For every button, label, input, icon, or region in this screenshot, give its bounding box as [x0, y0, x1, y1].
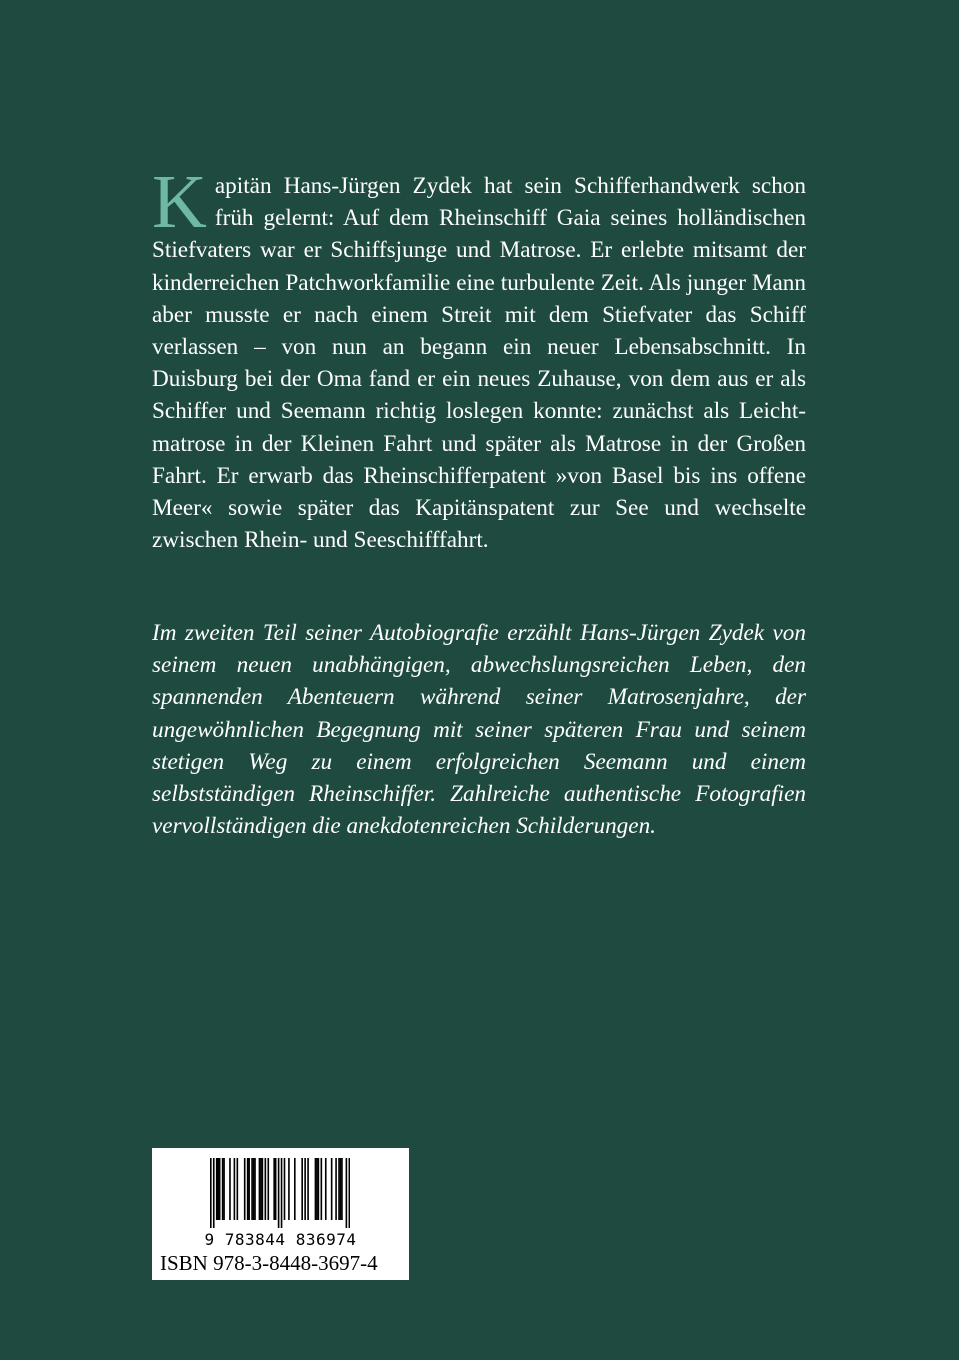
barcode-bar	[349, 1158, 350, 1228]
barcode-bar	[262, 1158, 264, 1220]
barcode-bar	[338, 1158, 340, 1220]
barcode-bar	[346, 1158, 348, 1228]
barcode-bar	[301, 1158, 303, 1220]
barcode-bar	[273, 1158, 275, 1220]
barcode-bar	[284, 1158, 286, 1220]
barcode-bar	[229, 1158, 231, 1220]
barcode-bar	[248, 1158, 250, 1220]
barcode-bar	[265, 1158, 267, 1220]
barcode-bar	[281, 1158, 283, 1228]
barcode-bar	[260, 1158, 262, 1220]
barcode-bar	[234, 1158, 236, 1220]
barcode-bar	[217, 1158, 219, 1220]
barcode-bar	[254, 1158, 256, 1220]
barcode-digits: 9 783844 836974	[204, 1230, 357, 1249]
barcode-bar	[275, 1158, 277, 1220]
barcode-bar	[251, 1158, 253, 1220]
barcode-bar	[318, 1158, 320, 1220]
barcode-bar	[307, 1158, 309, 1220]
barcode-bar	[315, 1158, 317, 1220]
blurb-text: apitän Hans-Jürgen Zydek hat sein Schifferhandwerk schon früh gelernt: Auf dem Rheinschiff Gaia seines holländischen Stiefvaters war er Schiffsjunge und Matrose. Er erlebte mitsamt der kinderreichen Patchworkfamilie eine turbulente Zeit. Als junger Mann aber musste er nach einem Streit mit dem Stiefvater das Schiff verlassen – von nun an begann ein neuer Lebensabschnitt. In Duisburg bei der Oma fand er ein neues Zuhause, von dem aus er als Schiffer und Seemann richtig loslegen konnte: zunächst als Leichtmatrose in der Kleinen Fahrt und später als Matrose in der Großen Fahrt. Er erwarb das Rheinschifferpatent »von Basel bis ins offene Meer« sowie später das Kapitänspatent zur See und wechselte zwischen Rhein- und Seeschifffahrt.	[152, 173, 806, 554]
barcode-bar	[219, 1158, 221, 1220]
barcode-bar	[316, 1158, 318, 1220]
barcode-bar	[216, 1158, 218, 1220]
barcode-bar	[213, 1158, 215, 1228]
barcode-bar	[210, 1158, 212, 1228]
barcode-bar	[340, 1158, 342, 1220]
barcode-bar	[321, 1158, 323, 1220]
barcode-bar	[304, 1158, 306, 1220]
barcode-bar	[259, 1158, 261, 1220]
summary-paragraph: Im zweiten Teil seiner Autobiografie erzählt Hans-Jürgen Zydek von seinem neuen unabhängigen, abwechslungsreichen Leben, den spannenden Abenteuern während seiner Matrosenjahre, der ungewöhnlichen Begegnung mit seiner späteren Frau und seinem stetigen Weg zu einem erfolgreichen Seemann und einem selbstständigen Rheinschiffer. Zahlreiche authentische Fotografien vervollständigen die anekdotenreichen Schilderungen.	[152, 620, 806, 840]
barcode-bar	[253, 1158, 255, 1220]
isbn-number: ISBN 978-3-8448-3697-4	[160, 1251, 378, 1275]
barcode-bar	[278, 1158, 280, 1228]
barcode-bar	[267, 1158, 269, 1220]
barcode-bars	[210, 1158, 350, 1228]
barcode-bar	[244, 1158, 246, 1220]
barcode-label	[152, 1148, 409, 1280]
barcode-bar	[222, 1158, 224, 1220]
barcode-bar	[335, 1158, 337, 1220]
barcode-bar	[223, 1158, 225, 1220]
barcode-bar	[341, 1158, 343, 1220]
barcode-bar	[294, 1158, 296, 1220]
barcode-bar	[331, 1158, 333, 1220]
barcode-bar	[288, 1158, 290, 1220]
blurb-paragraph	[152, 160, 806, 556]
barcode-bar	[325, 1158, 327, 1220]
drop-cap-letter: K	[152, 160, 207, 244]
barcode-bar	[237, 1158, 239, 1220]
barcode-bar	[247, 1158, 249, 1220]
